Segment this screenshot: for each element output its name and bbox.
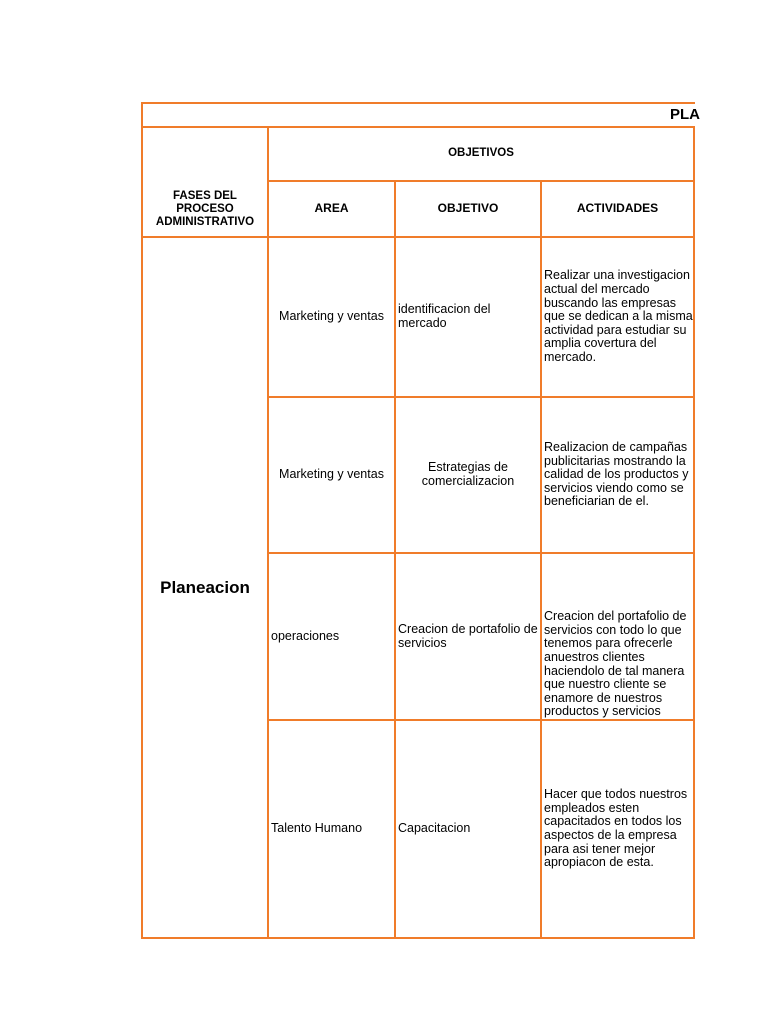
- phase-label: Planeacion: [160, 577, 250, 597]
- objetivo-header: OBJETIVO: [437, 201, 499, 216]
- grid-line: [141, 102, 695, 104]
- row-2-area: Marketing y ventas: [279, 467, 384, 482]
- table-title: PLA: [670, 106, 700, 123]
- row-4-actividades: Hacer que todos nuestros empleados esten capacitados en todos los aspectos de la empresa para asi tener mejor apropiacon de esta.: [544, 787, 688, 870]
- row-2-actividades: [542, 398, 693, 552]
- objetivos-header: OBJETIVOS: [448, 147, 514, 160]
- row-4-area: Talento Humano: [271, 821, 363, 836]
- fases-header: FASES DEL PROCESO ADMINISTRATIVO: [155, 189, 255, 228]
- actividades-header: ACTIVIDADES: [576, 201, 659, 216]
- planning-table: [141, 102, 700, 939]
- row-1-objetivo: identificacion del mercado: [398, 302, 491, 330]
- area-header: AREA: [314, 201, 349, 216]
- row-2-actividades-text: Realizacion de campañas publicitarias mostrando la calidad de los productos y servicios viendo como se beneficiarian de el.: [544, 440, 689, 509]
- row-1-actividades: Realizar una investigacion actual del mercado buscando las empresas que se dedican a la misma actividad para estudiar su amplia covertura del mercado.: [544, 268, 693, 364]
- grid-line: [141, 937, 695, 939]
- row-3-objetivo: Creacion de portafolio de servicios: [398, 621, 538, 650]
- row-1-area: Marketing y ventas: [279, 309, 384, 324]
- row-2-objetivo: Estrategias de comercializacion: [421, 460, 515, 488]
- row-3-actividades: Creacion del portafolio de servicios con todo lo que tenemos para ofrecerle anuestros clientes haciendolo de tal manera que nuestro cliente se enamore de nuestros productos y servicios: [544, 609, 687, 719]
- row-4-objetivo: Capacitacion: [398, 821, 471, 836]
- grid-line: [693, 126, 695, 939]
- row-3-area: operaciones: [271, 628, 340, 643]
